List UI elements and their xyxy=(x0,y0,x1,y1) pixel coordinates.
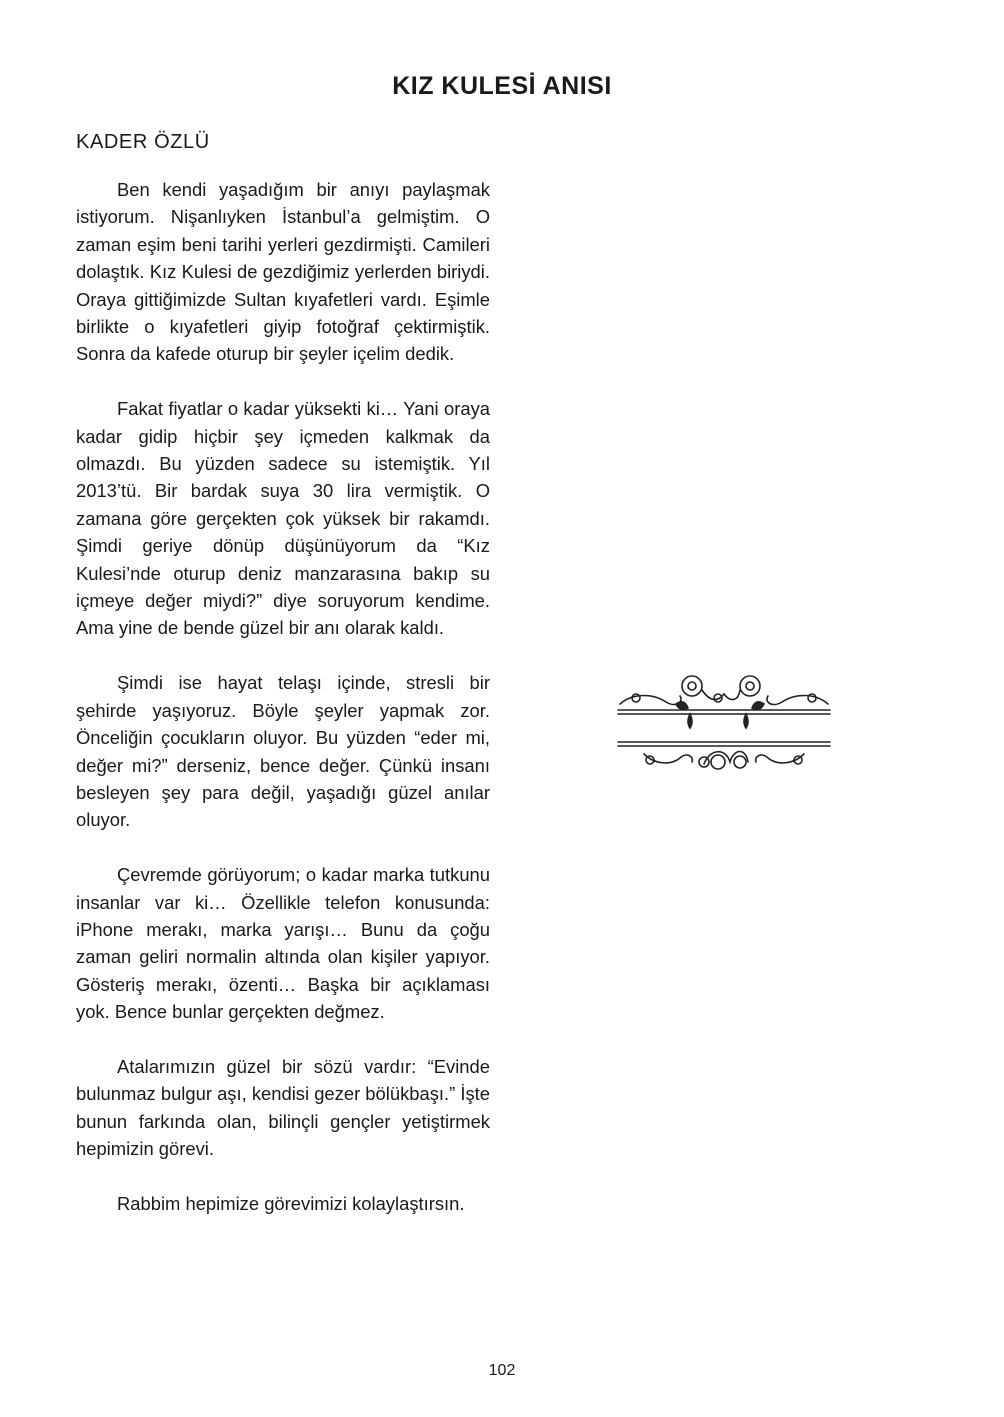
author-name: KADER ÖZLÜ xyxy=(76,131,210,153)
paragraph-1: Ben kendi yaşadığım bir anıyı paylaşmak istiyorum. Nişanlıyken İstanbul’a gelmiştim. O zaman eşim beni tarihi yerleri gezdirmişti. Camileri dolaştık. Kız Kulesi de gezdiğimiz yerlerden biriydi. Oraya gittiğimizde Sultan kıyafetleri vardı. Eşimle birlikte o kıyafetleri giyip fotoğraf çektirmiştik. Sonra da kafede oturup bir şeyler içelim dedik. xyxy=(76,179,490,365)
paragraph-5: Atalarımızın güzel bir sözü vardır: “Evinde bulunmaz bulgur aşı, kendisi gezer bölükbaşı.” İşte bunun farkında olan, bilinçli gençler yetiştirmek hepimizin görevi. xyxy=(76,1055,491,1160)
paragraph-2: Fakat fiyatlar o kadar yüksekti ki… Yani oraya kadar gidip hiçbir şey içmeden kalkmak da olmazdı. Bu yüzden sadece su istemiştik. Yıl 2013’tü. Bir bardak suya 30 lira vermiştik. O zamana göre gerçekten çok yüksek bir rakamdı. Şimdi geriye dönüp düşünüyorum da “Kız Kulesi’nde oturup deniz manzarasına bakıp su içmeye değer miydi?” diye soruyorum kendime. Ama yine de bende güzel bir anı olarak kaldı. xyxy=(76,398,490,639)
floral-divider-icon xyxy=(614,672,834,776)
paragraph-6: Rabbim hepimize görevimizi kolaylaştırsın. xyxy=(117,1192,465,1214)
page-title: KIZ KULESİ ANISI xyxy=(392,72,612,100)
paragraph-4: Çevremde görüyorum; o kadar marka tutkunu insanlar var ki… Özellikle telefon konusunda: iPhone merakı, marka yarışı… Bunu da çoğu zaman geliri normalin altında olan kişiler yapıyor. Gösteriş merakı, özenti… Başka bir açıklaması yok. Bence bunlar gerçekten değmez. xyxy=(76,864,490,1023)
article-body xyxy=(76,176,490,1217)
page-number: 102 xyxy=(488,1362,516,1379)
paragraph-3: Şimdi ise hayat telaşı içinde, stresli bir şehirde yaşıyoruz. Böyle şeyler yapmak zor. Önceliğin çocukların oluyor. Bu yüzden “eder mi, değer mi?” derseniz, bence değer. Çünkü insanı besleyen şey para değil, yaşadığı güzel anılar oluyor. xyxy=(76,672,490,831)
